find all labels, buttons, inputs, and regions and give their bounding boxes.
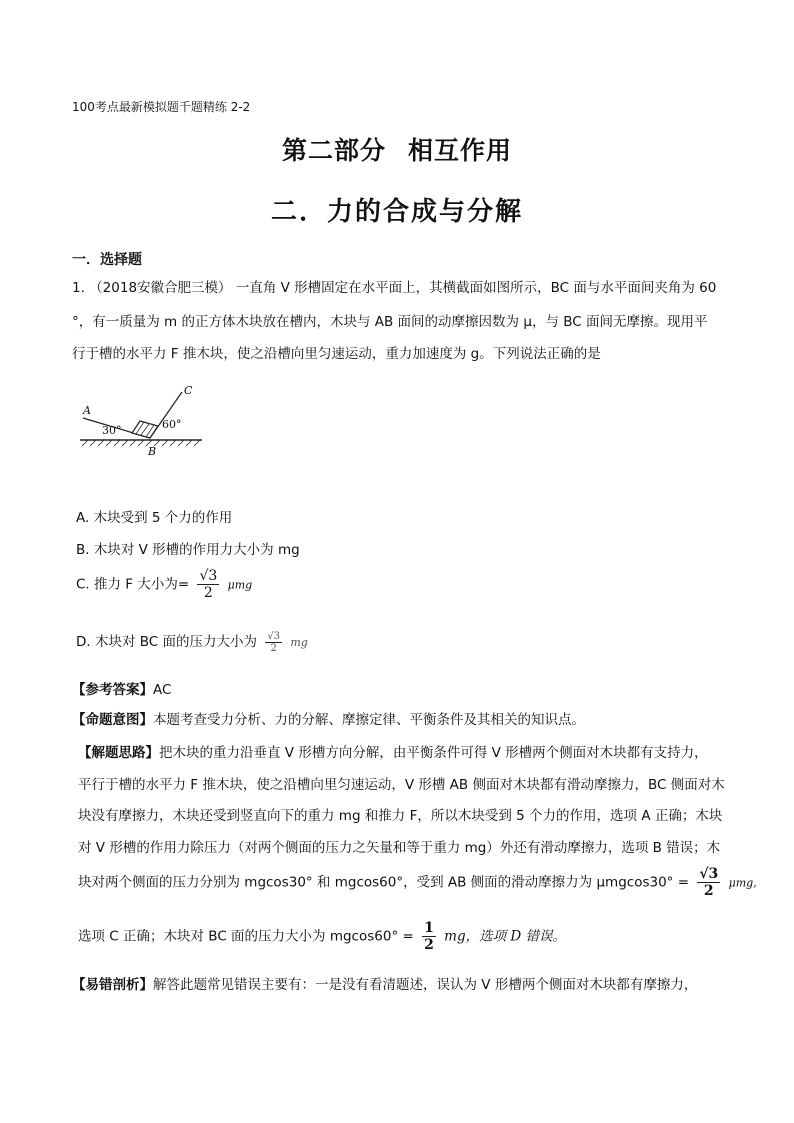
solution-line-2: 平行于槽的水平力 F 推木块，使之沿槽向里匀速运动，V 形槽 AB 侧面对木块都有滑动摩擦力，BC 侧面对木 bbox=[78, 777, 725, 793]
solution-text-6-suffix: mg，选项 D 错误。 bbox=[444, 928, 567, 945]
option-d-prefix: D. 木块对 BC 面的压力大小为 bbox=[76, 634, 258, 650]
option-c bbox=[76, 568, 252, 601]
solution-label: 【解题思路】 bbox=[78, 745, 159, 761]
angle-left-label: 30° bbox=[102, 424, 122, 437]
option-d-suffix: mg bbox=[290, 636, 308, 649]
answer-value: AC bbox=[153, 682, 172, 698]
solution-fraction-6-num: 1 bbox=[424, 920, 434, 936]
option-c-prefix: C. 推力 F 大小为= bbox=[76, 576, 190, 593]
option-d-fraction bbox=[265, 631, 282, 654]
option-d-num: √3 bbox=[267, 630, 281, 642]
solution-line-6 bbox=[78, 920, 566, 953]
solution-line-3: 块没有摩擦力，木块还受到竖直向下的重力 mg 和推力 F，所以木块受到 5 个力的作用，选项 A 正确；木块 bbox=[78, 808, 723, 824]
solution-line-1 bbox=[78, 741, 708, 761]
part-title-a: 第二部分 bbox=[281, 136, 386, 165]
intent-text: 本题考查受力分析、力的分解、摩擦定律、平衡条件及其相关的知识点。 bbox=[153, 712, 585, 728]
answer-line bbox=[72, 678, 171, 698]
answer-label: 【参考答案】 bbox=[72, 682, 153, 698]
chapter-title: 二．力的合成与分解 bbox=[270, 197, 523, 227]
intent-label: 【命题意图】 bbox=[72, 712, 153, 728]
intent-line bbox=[72, 708, 585, 728]
solution-fraction-6 bbox=[422, 920, 436, 953]
errors-label: 【易错剖析】 bbox=[72, 977, 153, 993]
section-title: 一．选择题 bbox=[72, 252, 142, 268]
option-c-num: √3 bbox=[199, 568, 218, 584]
solution-text-5-suffix: μmg, bbox=[728, 876, 757, 890]
option-a: A. 木块受到 5 个力的作用 bbox=[76, 510, 233, 526]
solution-text-5: 块对两个侧面的压力分别为 mgcos30° 和 mgcos60°，受到 AB 侧面的滑动摩擦力为 μmgcos30° = bbox=[78, 874, 690, 891]
solution-text-1: 把木块的重力沿垂直 V 形槽方向分解，由平衡条件可得 V 形槽两个侧面对木块都有支持力， bbox=[159, 745, 708, 761]
option-b: B. 木块对 V 形槽的作用力大小为 mg bbox=[76, 542, 300, 558]
label-c: C bbox=[184, 384, 193, 397]
solution-text-6: 选项 C 正确；木块对 BC 面的压力大小为 mgcos60° = bbox=[78, 928, 414, 945]
solution-line-4: 对 V 形槽的作用力除压力（对两个侧面的压力之矢量和等于重力 mg）外还有滑动摩擦力，选项 B 错误；木 bbox=[78, 840, 721, 856]
header-note: 100考点最新模拟题千题精练 2-2 bbox=[72, 100, 251, 114]
label-b: B bbox=[148, 445, 157, 458]
part-title bbox=[0, 131, 794, 167]
solution-line-5 bbox=[78, 866, 757, 899]
errors-text: 解答此题常见错误主要有：一是没有看清题述，误认为 V 形槽两个侧面对木块都有摩擦力， bbox=[153, 977, 698, 993]
option-d-den: 2 bbox=[270, 642, 277, 654]
question-line-2: °，有一质量为 m 的正方体木块放在槽内，木块与 AB 面间的动摩擦因数为 μ，与 BC 面间无摩擦。现用平 bbox=[72, 314, 708, 330]
groove-diagram bbox=[80, 388, 210, 464]
solution-fraction-5-den: 2 bbox=[703, 883, 714, 899]
option-c-suffix: μmg bbox=[227, 578, 253, 592]
option-d bbox=[76, 630, 308, 654]
question-line-3: 行于槽的水平力 F 推木块，使之沿槽向里匀速运动，重力加速度为 g。下列说法正确的是 bbox=[72, 346, 601, 362]
option-c-fraction bbox=[197, 568, 219, 601]
groove-figure bbox=[80, 384, 210, 468]
solution-fraction-5-num: √3 bbox=[699, 866, 719, 882]
solution-fraction-6-den: 2 bbox=[424, 937, 434, 953]
option-c-den: 2 bbox=[203, 585, 213, 601]
ground-hatch bbox=[82, 440, 200, 446]
errors-line bbox=[72, 973, 697, 993]
solution-fraction-5 bbox=[697, 866, 720, 899]
angle-right-label: 60° bbox=[162, 418, 182, 431]
part-title-b: 相互作用 bbox=[408, 136, 513, 165]
label-a: A bbox=[83, 404, 91, 417]
question-line-1: 1. （2018安徽合肥三模） 一直角 V 形槽固定在水平面上，其横截面如图所示，BC 面与水平面间夹角为 60 bbox=[72, 280, 717, 296]
